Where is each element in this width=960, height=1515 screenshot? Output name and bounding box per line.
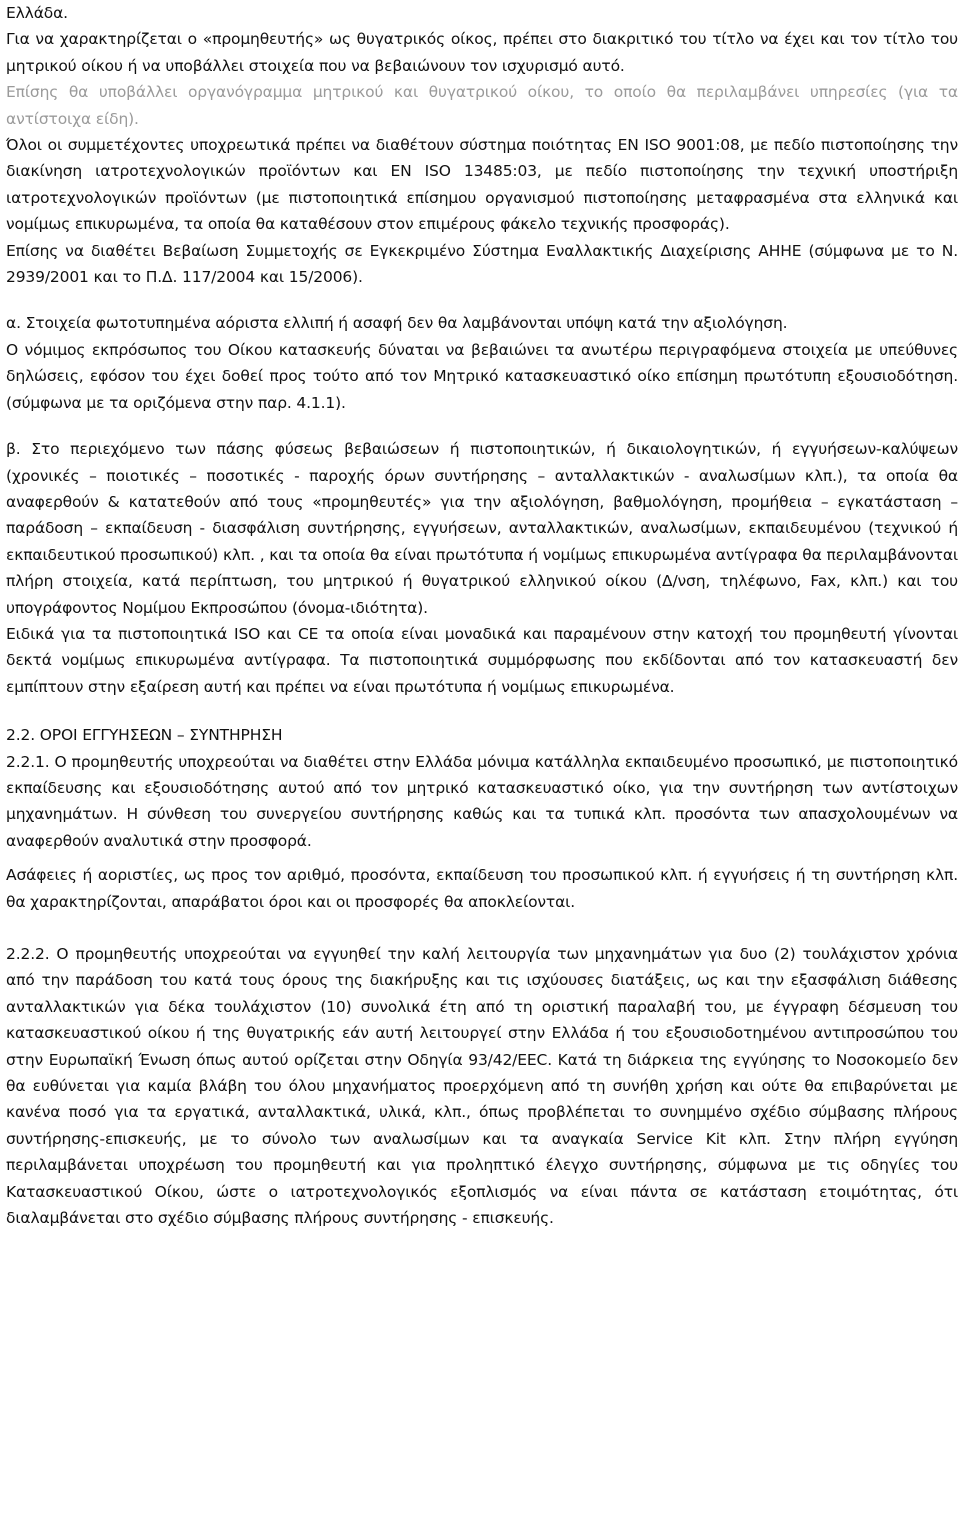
para-iso-intro: Όλοι οι συμμετέχοντες υποχρεωτικά πρέπει να διαθέτουν σύστημα ποιότητας EN ISO 9001:08, με πεδίο πιστοποίησης την διακίνηση ιατροτεχνολογικών προϊόντων και EN ISO 13485:03, με πεδίο πιστοποίησης την τεχνική υποστήριξη ιατροτεχνολογικών προϊόντων (με πιστοποιητικά επίσημου οργανισμού πιστοποίησης μεταφρασμένα στα ελληνικά και νομίμως επικυρωμένα, τα οποία θα καταθέσουν στον επιμέρους φάκελο τεχνικής προσφοράς).: [6, 136, 958, 234]
para-legal-rep: Ο νόμιμος εκπρόσωπος του Οίκου κατασκευής δύναται να βεβαιώνει τα ανωτέρω περιγραφόμενα στοιχεία με υπεύθυνες δηλώσεις, εφόσον του έχει δοθεί προς τούτο από τον Μητρικό κατασκευαστικό οίκο επίσημη πρωτότυπη εξουσιοδότηση.(σύμφωνα με τα οριζόμενα στην παρ. 4.1.1).: [6, 340, 958, 412]
para-ahhe: Επίσης να διαθέτει Βεβαίωση Συμμετοχής σε Εγκεκριμένο Σύστημα Εναλλακτικής Διαχείρισης ΑΗΗΕ (σύμφωνα με το Ν. 2939/2001 και το Π.Δ. 117/2004 και 15/2006).: [6, 241, 958, 287]
document-page: [6, 0, 958, 1231]
clause-2-2-2: 2.2.2. Ο προμηθευτής υποχρεούται να εγγυηθεί την καλή λειτουργία των μηχανημάτων για δυο (2) τουλάχιστον χρόνια από την παράδοση του κατά τους όρους της διακήρυξης και τις ισχύουσες διατάξεις, ως και την εξασφάλιση διάθεσης ανταλλακτικών για δέκα τουλάχιστον (10) συνολικά έτη από τη οριστική παραλαβή του, με έγγραφη δέσμευση του κατασκευαστικού οίκου ή της θυγατρικής εάν αυτή λειτουργεί στην Ελλάδα ή του εξουσιοδοτημένου αντιπροσώπου του στην Ευρωπαϊκή Ένωση όπως αυτού ορίζεται στην Οδηγία 93/42/ΕΕC. Κατά τη διάρκεια της εγγύησης το Νοσοκομείο δεν θα ευθύνεται για καμία βλάβη του όλου μηχανήματος προερχόμενη από τη συνήθη χρήση και ούτε θα επιβαρύνεται με κανένα ποσό για τα εργατικά, ανταλλακτικά, υλικά, κλπ., όπως προβλέπεται το συνημμένο σχέδιο σύμβασης πλήρους συντήρησης-επισκευής, με το σύνολο των αναλωσίμων και τα αναγκαία Service Kit κλπ. Στην πλήρη εγγύηση περιλαμβάνεται υποχρέωση του προμηθευτή και για προληπτικό έλεγχο συντήρησης, σύμφωνα με τις οδηγίες του Κατασκευαστικού Οίκου, ώστε ο ιατροτεχνολογικός εξοπλισμός να είναι πάντα σε κατάσταση ετοιμότητας, ότι διαλαμβάνεται στο σχέδιο σύμβασης πλήρους συντήρησης - επισκευής.: [6, 945, 958, 1228]
item-a: α. Στοιχεία φωτοτυπημένα αόριστα ελλιπή ή ασαφή δεν θα λαμβάνονται υπόψη κατά την αξιολόγηση.: [6, 314, 788, 333]
para-iso-ce: Ειδικά για τα πιστοποιητικά ISO και CE τα οποία είναι μοναδικά και παραμένουν στην κατοχή του προμηθευτή γίνονται δεκτά νομίμως επικυρωμένα αντίγραφα. Τα πιστοποιητικά συμμόρφωσης που εκδίδονται από τον κατασκευαστή δεν εμπίπτουν στην εξαίρεση αυτή και πρέπει να είναι πρωτότυπα ή νομίμως επικυρωμένα.: [6, 624, 958, 696]
section-heading: 2.2. ΟΡΟΙ ΕΓΓΥΗΣΕΩΝ – ΣΥΝΤΗΡΗΣΗ: [6, 726, 283, 745]
clause-2-2-1: 2.2.1. Ο προμηθευτής υποχρεούται να διαθέτει στην Ελλάδα μόνιμα κατάλληλα εκπαιδευμένο προσωπικό, με πιστοποιητικό εκπαίδευσης και εξουσιοδότησης αυτού από τον μητρικό κατασκευαστικό οίκο, για την συντήρηση των αντίστοιχων μηχανημάτων. Η σύνθεση του συνεργείου συντήρησης καθώς και τα τυπικά κλπ. προσόντα των απασχολουμένων να αναφερθούν αναλυτικά στην προσφορά.: [6, 752, 958, 850]
line-greece: Ελλάδα.: [6, 4, 68, 22]
para-org-chart: Επίσης θα υποβάλλει οργανόγραμμα μητρικού και θυγατρικού οίκου, το οποίο θα περιλαμβάνει υπηρεσίες (για τα αντίστοιχα είδη).: [6, 83, 958, 128]
para-subsidiary: Για να χαρακτηρίζεται ο «προμηθευτής» ως θυγατρικός οίκος, πρέπει στο διακριτικό του τίτλο να έχει και τον τίτλο του μητρικού οίκου ή να υποβάλλει στοιχεία που να βεβαιώνουν τον ισχυρισμό αυτό.: [6, 30, 958, 75]
item-b: β. Στο περιεχόμενο των πάσης φύσεως βεβαιώσεων ή πιστοποιητικών, ή δικαιολογητικών, ή εγγυήσεων-καλύψεων (χρονικές – ποιοτικές – ποσοτικές - παροχής όρων συντήρησης – ανταλλακτικών - αναλωσίμων κλπ.), τα οποία θα αναφερθούν & κατατεθούν από τους «προμηθευτές» για την αξιολόγηση, βαθμολόγηση, προμήθεια – εγκατάσταση – παράδοση – εκπαίδευση - διασφάλιση συντήρησης, εγγυήσεων, ανταλλακτικών, αναλωσίμων, εκπαιδευμένου (τεχνικού ή εκπαιδευτικού προσωπικού) κλπ. , και τα οποία θα είναι πρωτότυπα ή νομίμως επικυρωμένα αντίγραφα θα περιλαμβάνονται πλήρη στοιχεία, κατά περίπτωση, του μητρικού ή θυγατρικού ελληνικού οίκου (Δ/νση, τηλέφωνο, Fax, κλπ.) και του υπογράφοντος Νομίμου Εκπροσώπου (όνομα-ιδιότητα).: [6, 440, 958, 617]
para-vagueness: Ασάφειες ή αοριστίες, ως προς τον αριθμό, προσόντα, εκπαίδευση του προσωπικού κλπ. ή εγγυήσεις ή τη συντήρηση κλπ. θα χαρακτηρίζονται, απαράβατοι όροι και οι προσφορές θα αποκλείονται.: [6, 866, 958, 911]
